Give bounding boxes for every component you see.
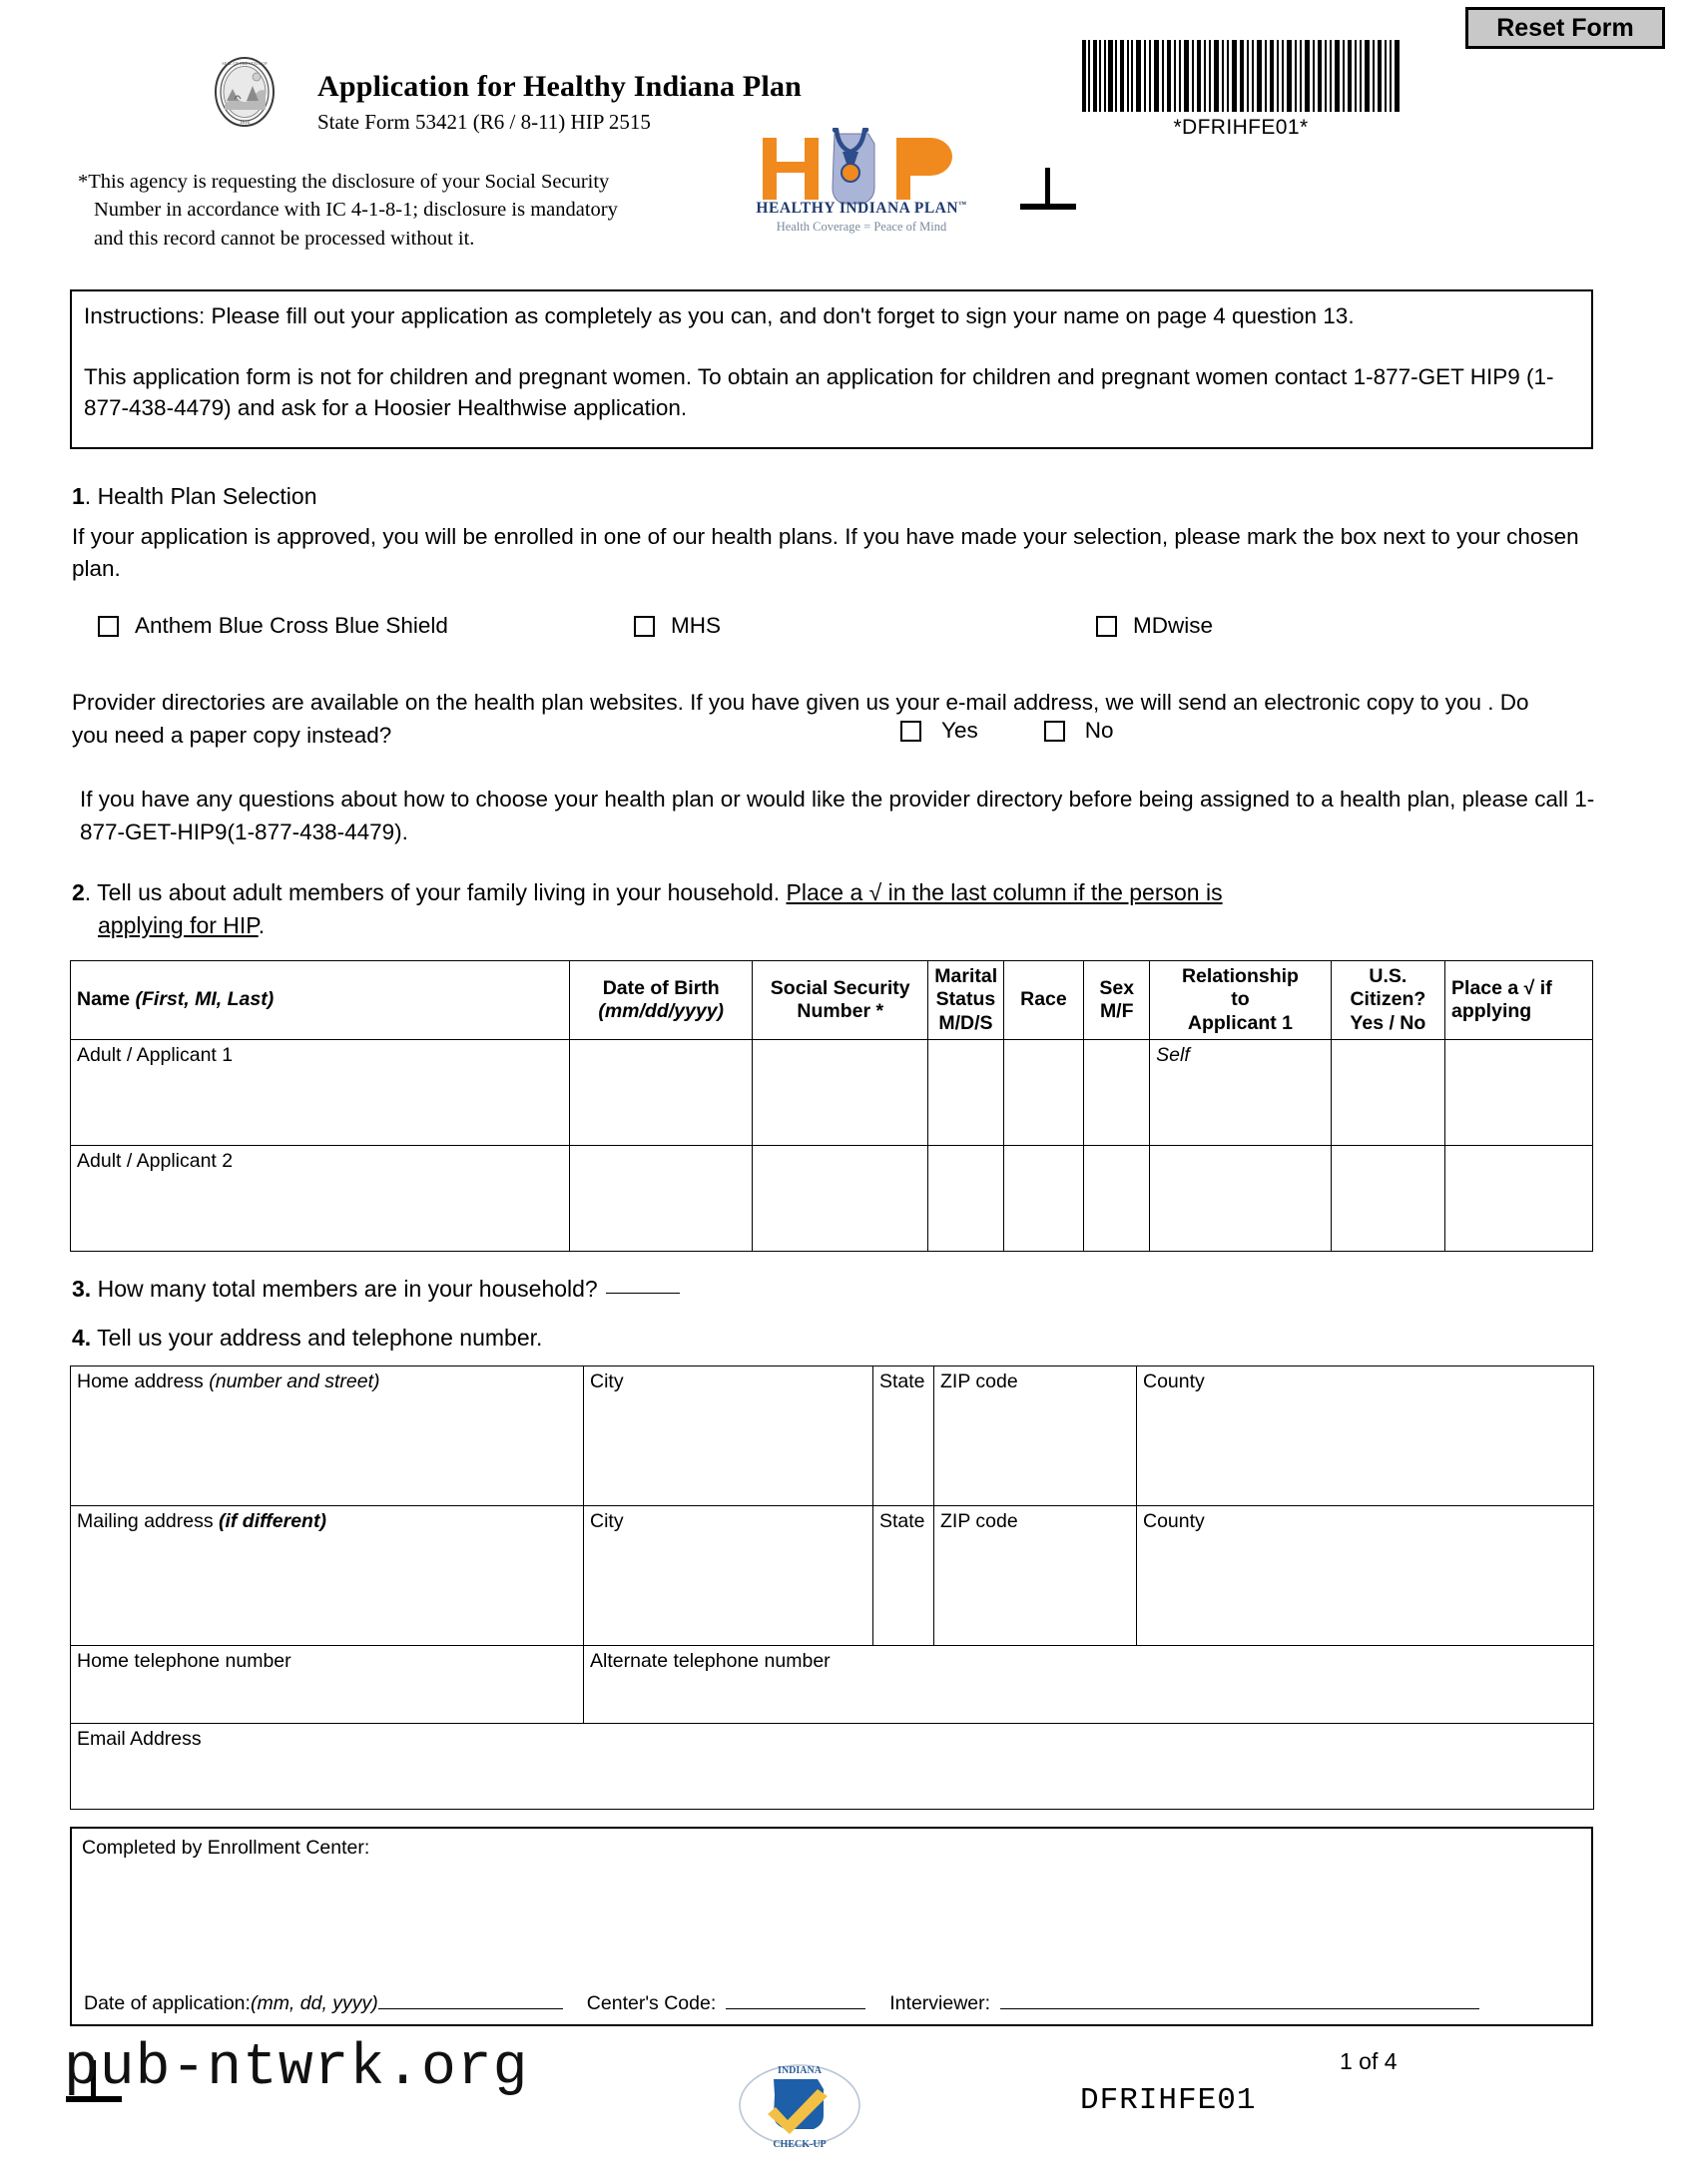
question-4 [72, 1325, 542, 1352]
hip-tagline: Health Coverage = Peace of Mind [776, 220, 947, 235]
plan-label-mdwise: MDwise [1133, 613, 1214, 638]
question-1-heading [72, 483, 317, 510]
column-header-applying: Place a √ if applying [1445, 961, 1593, 1040]
question-2-text: . Tell us about adult members of your family living in your household. [84, 879, 787, 905]
date-of-application-input[interactable] [378, 1992, 563, 2009]
instructions-paragraph-2: This application form is not for children and pregnant women. To obtain an application for children and pregnant women contact 1-877-GET HIP9 (1-877-438-4479) and ask for a Hoosier Healthwise application. [84, 364, 1554, 421]
cell-home-zip[interactable]: ZIP code [934, 1366, 1137, 1506]
column-header-dob: Date of Birth (mm/dd/yyyy) [570, 961, 753, 1040]
checkbox-paper-copy-yes[interactable] [900, 721, 921, 742]
cell-mailing-city[interactable]: City [584, 1506, 873, 1646]
svg-text:SEAL OF THE STATE OF: SEAL OF THE STATE OF [222, 61, 268, 66]
instructions-paragraph-1: Instructions: Please fill out your application as completely as you can, and don't forget to sign your name on page 4 question 13. [84, 303, 1355, 328]
cell-alt-phone[interactable]: Alternate telephone number [584, 1646, 1594, 1724]
question-1-call-note: If you have any questions about how to choose your health plan or would like the provider directory before being assigned to a health plan, please call 1-877-GET-HIP9(1-877-438-4479). [80, 787, 1595, 844]
checkbox-mdwise[interactable] [1096, 616, 1117, 637]
hip-wordmark-text: HEALTHY INDIANA PLAN [756, 200, 959, 218]
reset-form-button[interactable]: Reset Form [1465, 7, 1665, 49]
barcode [1082, 40, 1400, 140]
barcode-image [1082, 40, 1400, 112]
cell-dob-applicant-2[interactable] [570, 1146, 753, 1252]
household-members-table [70, 960, 1593, 1252]
question-2-underlined-1: Place a √ in the last column if the person is [786, 879, 1223, 905]
barcode-label: *DFRIHFE01* [1173, 116, 1309, 139]
column-header-relationship: Relationship to Applicant 1 [1150, 961, 1332, 1040]
instructions-box [70, 289, 1593, 449]
question-2-period: . [258, 911, 266, 938]
cell-dob-applicant-1[interactable] [570, 1040, 753, 1146]
ssn-note-line-2: Number in accordance with IC 4-1-8-1; disclosure is mandatory [94, 199, 618, 222]
centers-code-label: Center's Code: [586, 1992, 717, 2014]
column-header-sex: Sex M/F [1084, 961, 1150, 1040]
enrollment-center-box [70, 1827, 1593, 2026]
address-telephone-table [70, 1365, 1594, 1810]
cell-relationship-applicant-2[interactable] [1150, 1146, 1332, 1252]
provider-directories-note: Provider directories are available on the health plan websites. If you have given us your e-mail address, we will send an electronic copy to you . Do you need a paper copy instead? [72, 690, 1529, 748]
interviewer-label: Interviewer: [889, 1992, 991, 2014]
cell-mailing-zip[interactable]: ZIP code [934, 1506, 1137, 1646]
question-3-text: How many total members are in your household? [91, 1276, 598, 1302]
question-3-answer-input[interactable] [606, 1293, 680, 1294]
column-header-marital-status: Marital Status M/D/S [928, 961, 1003, 1040]
question-4-number: 4. [72, 1325, 92, 1351]
cell-sex-applicant-1[interactable] [1084, 1040, 1150, 1146]
health-plan-options [98, 613, 1515, 645]
table-header-row [71, 961, 1593, 1040]
cell-ssn-applicant-1[interactable] [753, 1040, 928, 1146]
cell-email-address[interactable]: Email Address [71, 1724, 1594, 1810]
paper-copy-label-no: No [1084, 718, 1114, 743]
document-code: DFRIHFE01 [1080, 2083, 1257, 2118]
cell-name-applicant-2[interactable]: Adult / Applicant 2 [71, 1146, 570, 1252]
question-3 [72, 1276, 680, 1303]
checkbox-mhs[interactable] [634, 616, 655, 637]
cell-applying-applicant-1[interactable] [1445, 1040, 1593, 1146]
cell-marital-applicant-1[interactable] [928, 1040, 1003, 1146]
enrollment-center-footer [84, 1992, 1479, 2015]
question-1-number: 1 [72, 483, 85, 509]
page-title: Application for Healthy Indiana Plan [317, 70, 803, 103]
cell-home-city[interactable]: City [584, 1366, 873, 1506]
cell-citizen-applicant-2[interactable] [1331, 1146, 1444, 1252]
cell-citizen-applicant-1[interactable] [1331, 1040, 1444, 1146]
question-4-text: Tell us your address and telephone number. [91, 1325, 543, 1351]
indiana-state-seal-icon [213, 55, 277, 129]
question-1-heading-text: . Health Plan Selection [84, 483, 317, 509]
cell-race-applicant-1[interactable] [1003, 1040, 1084, 1146]
checkbox-anthem[interactable] [98, 616, 119, 637]
ssn-note-line-1: *This agency is requesting the disclosure of your Social Security [78, 171, 610, 193]
question-2-underlined-2: applying for HIP [98, 911, 259, 938]
interviewer-input[interactable] [1000, 1992, 1479, 2009]
question-3-number: 3. [72, 1276, 92, 1302]
ssn-note-line-3: and this record cannot be processed without it. [94, 227, 475, 250]
checkup-bottom-text: CHECK-UP [773, 2139, 827, 2150]
cell-home-state[interactable]: State [873, 1366, 934, 1506]
table-row [71, 1646, 1594, 1724]
column-header-race: Race [1003, 961, 1084, 1040]
cell-mailing-address[interactable]: Mailing address (if different) [71, 1506, 584, 1646]
cell-mailing-state[interactable]: State [873, 1506, 934, 1646]
column-header-citizen: U.S. Citizen? Yes / No [1331, 961, 1444, 1040]
watermark-text: pub-ntwrk.org [64, 2036, 529, 2101]
cell-home-phone[interactable]: Home telephone number [71, 1646, 584, 1724]
enrollment-center-label: Completed by Enrollment Center: [82, 1837, 370, 1859]
hip-wordmark [751, 200, 972, 235]
plan-label-anthem: Anthem Blue Cross Blue Shield [135, 613, 448, 638]
column-header-name: Name (First, MI, Last) [71, 961, 570, 1040]
cell-name-applicant-1[interactable]: Adult / Applicant 1 [71, 1040, 570, 1146]
cell-ssn-applicant-2[interactable] [753, 1146, 928, 1252]
table-row [71, 1506, 1594, 1646]
cell-home-address[interactable]: Home address (number and street) [71, 1366, 584, 1506]
table-row [71, 1040, 1593, 1146]
title-block [317, 70, 802, 135]
checkbox-paper-copy-no[interactable] [1044, 721, 1065, 742]
form-subtitle: State Form 53421 (R6 / 8-11) HIP 2515 [317, 110, 651, 134]
cell-home-county[interactable]: County [1137, 1366, 1594, 1506]
hip-logo-icon [757, 128, 966, 210]
table-row [71, 1366, 1594, 1506]
question-2-heading [72, 876, 1569, 941]
page-number: 1 of 4 [1340, 2048, 1398, 2074]
ssn-disclosure-note [78, 168, 677, 253]
hip-trademark: ™ [958, 200, 967, 209]
cell-mailing-county[interactable]: County [1137, 1506, 1594, 1646]
cell-relationship-applicant-1: Self [1150, 1040, 1332, 1146]
question-1-body: If your application is approved, you will be enrolled in one of our health plans. If you have made your selection, please mark the box next to your chosen plan. [72, 524, 1579, 581]
checkup-top-text: INDIANA [778, 2065, 822, 2076]
question-2-number: 2 [72, 879, 85, 905]
svg-text:1816: 1816 [240, 121, 250, 126]
cell-applying-applicant-2[interactable] [1445, 1146, 1593, 1252]
column-header-ssn: Social Security Number * [753, 961, 928, 1040]
indiana-check-up-logo-icon [736, 2059, 863, 2151]
cell-marital-applicant-2[interactable] [928, 1146, 1003, 1252]
date-of-application-label: Date of application: [84, 1992, 251, 2014]
cell-race-applicant-2[interactable] [1003, 1146, 1084, 1252]
date-format-hint: (mm, dd, yyyy) [250, 1992, 378, 2014]
cell-sex-applicant-2[interactable] [1084, 1146, 1150, 1252]
plan-label-mhs: MHS [671, 613, 721, 638]
centers-code-input[interactable] [726, 1992, 865, 2009]
table-row [71, 1724, 1594, 1810]
table-row [71, 1146, 1593, 1252]
paper-copy-label-yes: Yes [941, 718, 978, 743]
paper-copy-options [900, 718, 1113, 744]
crop-mark-icon [1018, 168, 1080, 212]
